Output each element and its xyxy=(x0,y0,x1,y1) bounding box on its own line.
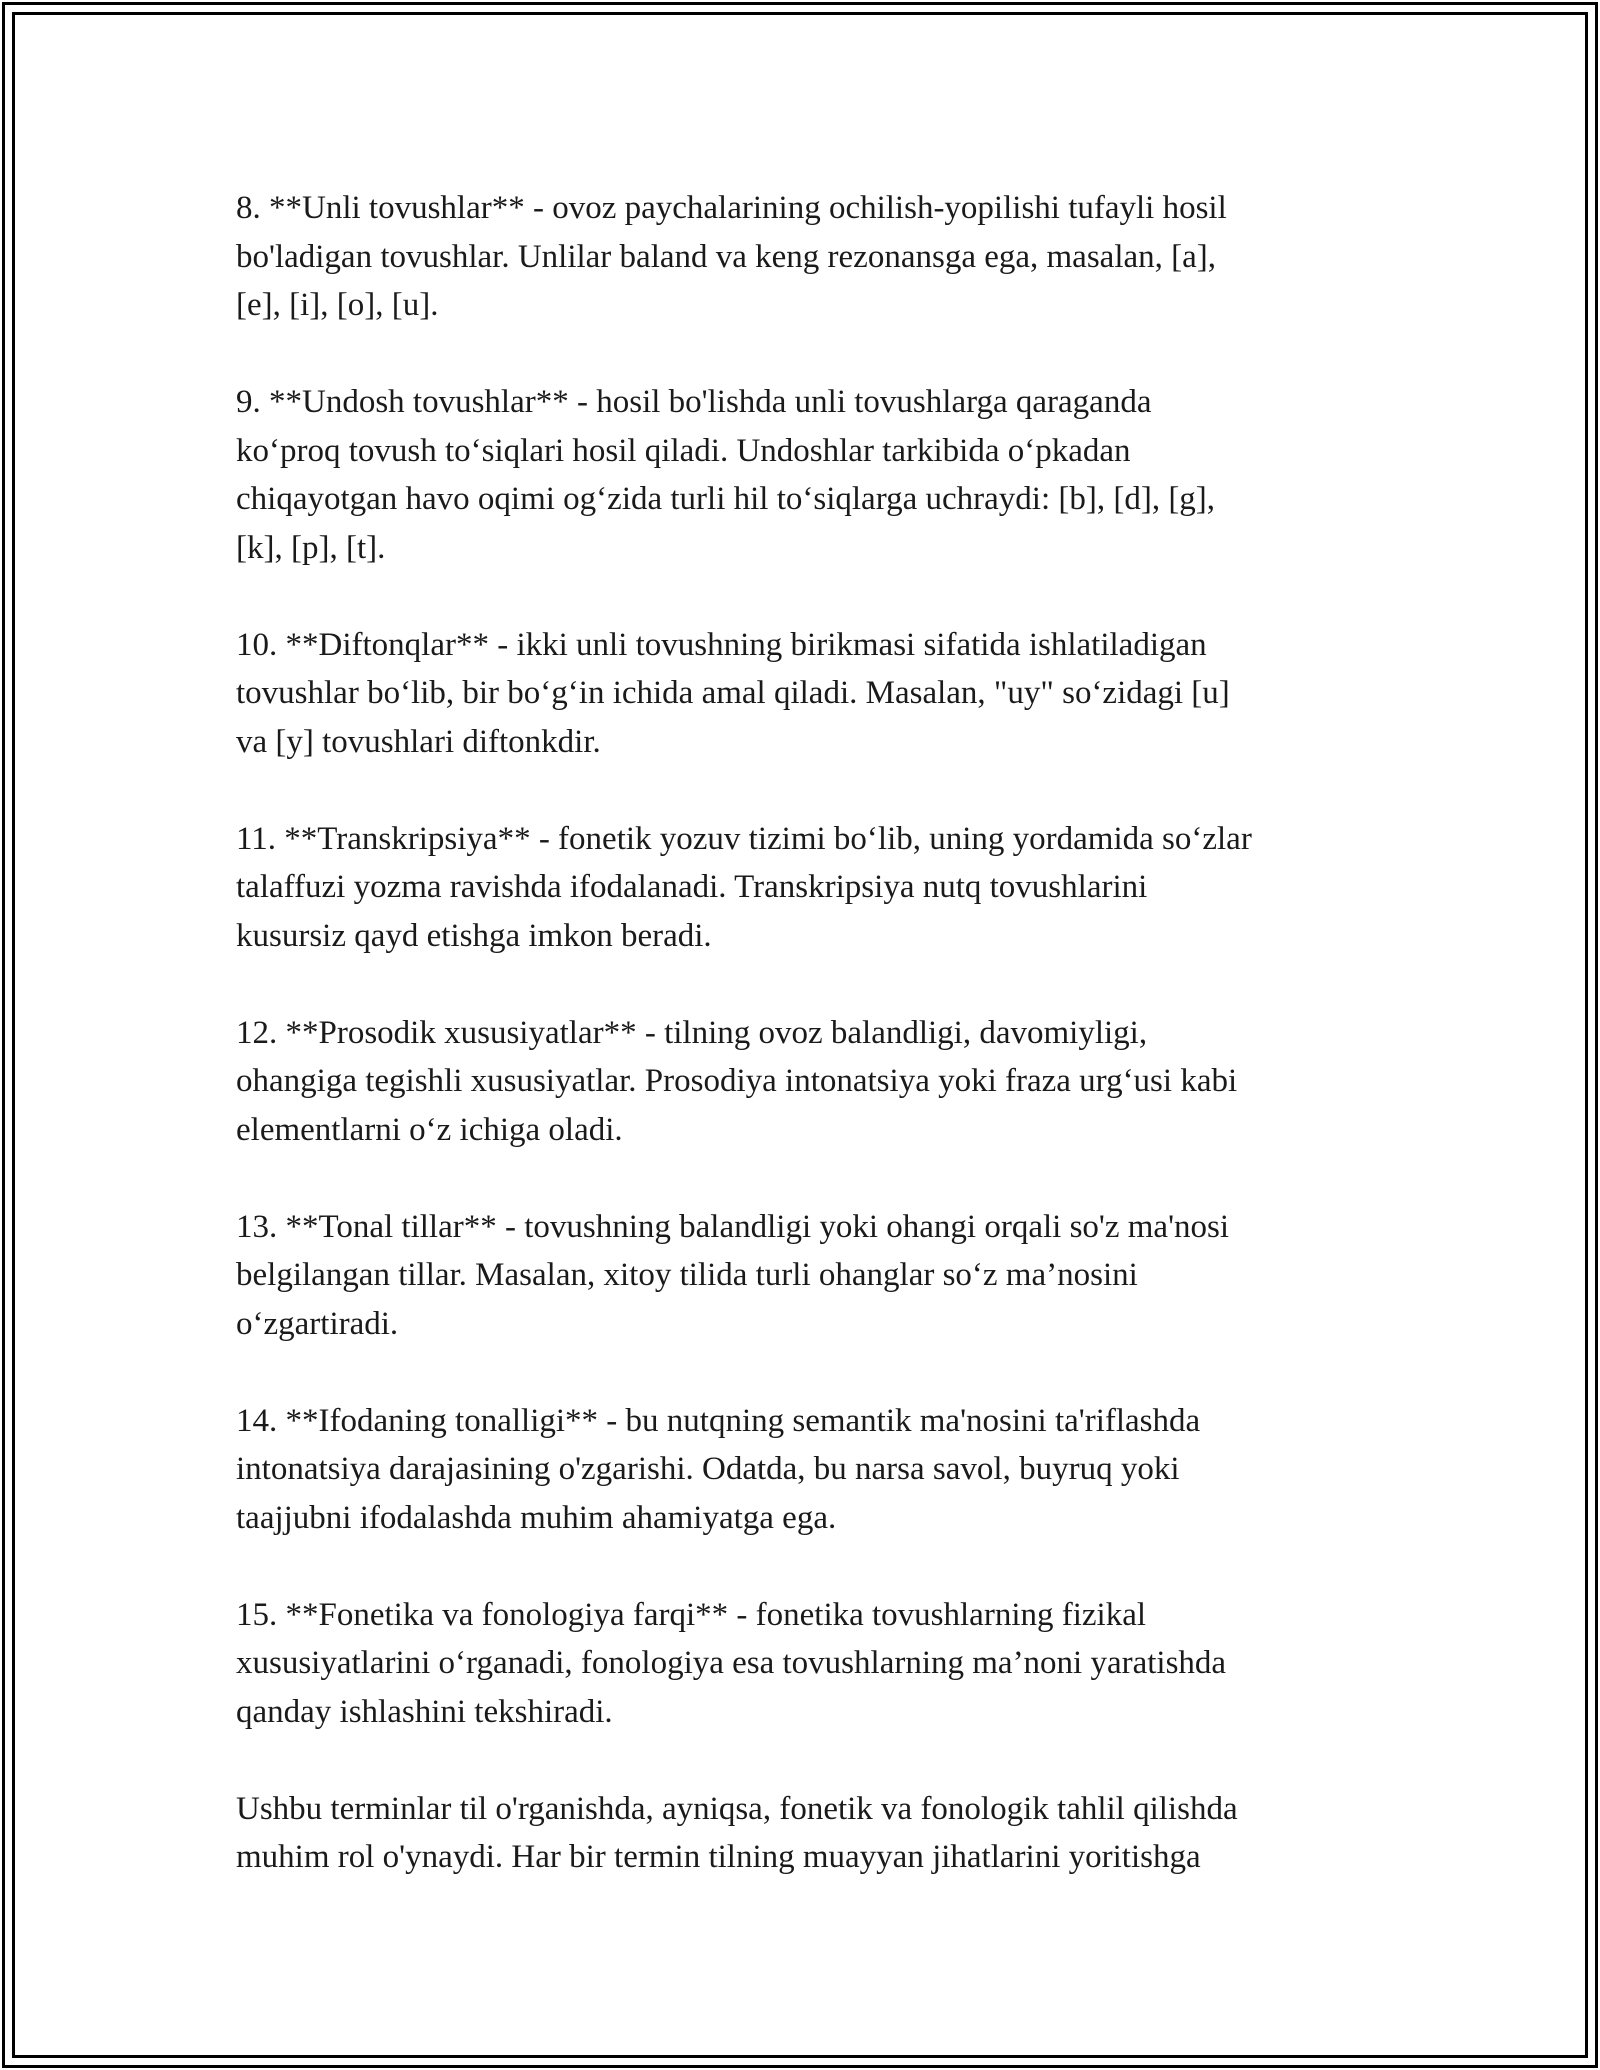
paragraph-unli-tovushlar: 8. **Unli tovushlar** - ovoz paychalarining ochilish-yopilishi tufayli hosil bo'ladigan tovushlar. Unlilar baland va keng rezonansga ega, masalan, [a], [e], [i], [o], [u]. xyxy=(236,190,1227,323)
paragraph-prosodik-xususiyatlar: 12. **Prosodik xususiyatlar** - tilning ovoz balandligi, davomiyligi, ohangiga tegishli xususiyatlar. Prosodiya intonatsiya yoki fraza urg‘usi kabi elementlarni o‘z ichiga oladi. xyxy=(236,1014,1238,1148)
paragraph-ifodaning-tonalligi: 14. **Ifodaning tonalligi** - bu nutqning semantik ma'nosini ta'riflashda intonatsiya darajasining o'zgarishi. Odatda, bu narsa savol, buyruq yoki taajjubni ifodalashda muhim ahamiyatga ega. xyxy=(236,1402,1201,1536)
paragraph-conclusion: Ushbu terminlar til o'rganishda, ayniqsa, fonetik va fonologik tahlil qilishda muhim rol o'ynaydi. Har bir termin tilning muayyan jihatlarini yoritishga xyxy=(236,1790,1238,1875)
paragraph-transkripsiya: 11. **Transkripsiya** - fonetik yozuv tizimi bo‘lib, uning yordamida so‘zlar talaffuzi yozma ravishda ifodalanadi. Transkripsiya nutq tovushlarini kusursiz qayd etishga imkon beradi. xyxy=(236,820,1252,954)
paragraph-fonetika-fonologiya-farqi: 15. **Fonetika va fonologiya farqi** - fonetika tovushlarning fizikal xususiyatlarini o‘rganadi, fonologiya esa tovushlarning ma’noni yaratishda qanday ishlashini tekshiradi. xyxy=(236,1596,1227,1730)
paragraph-diftonqlar: 10. **Diftonqlar** - ikki unli tovushning birikmasi sifatida ishlatiladigan tovushlar bo‘lib, bir bo‘g‘in ichida amal qiladi. Masalan, "uy" so‘zidagi [u] va [y] tovushlari diftonkdir. xyxy=(236,626,1230,760)
paragraph-undosh-tovushlar: 9. **Undosh tovushlar** - hosil bo'lishda unli tovushlarga qaraganda ko‘proq tovush to‘siqlari hosil qiladi. Undoshlar tarkibida o‘pkadan chiqayotgan havo oqimi og‘zida turli hil to‘siqlarga uchraydi: [b], [d], [g], [k], [p], [t]. xyxy=(236,384,1216,566)
paragraph-tonal-tillar: 13. **Tonal tillar** - tovushning balandligi yoki ohangi orqali so'z ma'nosi belgilangan tillar. Masalan, xitoy tilida turli ohanglar so‘z ma’nosini o‘zgartiradi. xyxy=(236,1208,1230,1342)
document-body xyxy=(236,184,1376,1930)
